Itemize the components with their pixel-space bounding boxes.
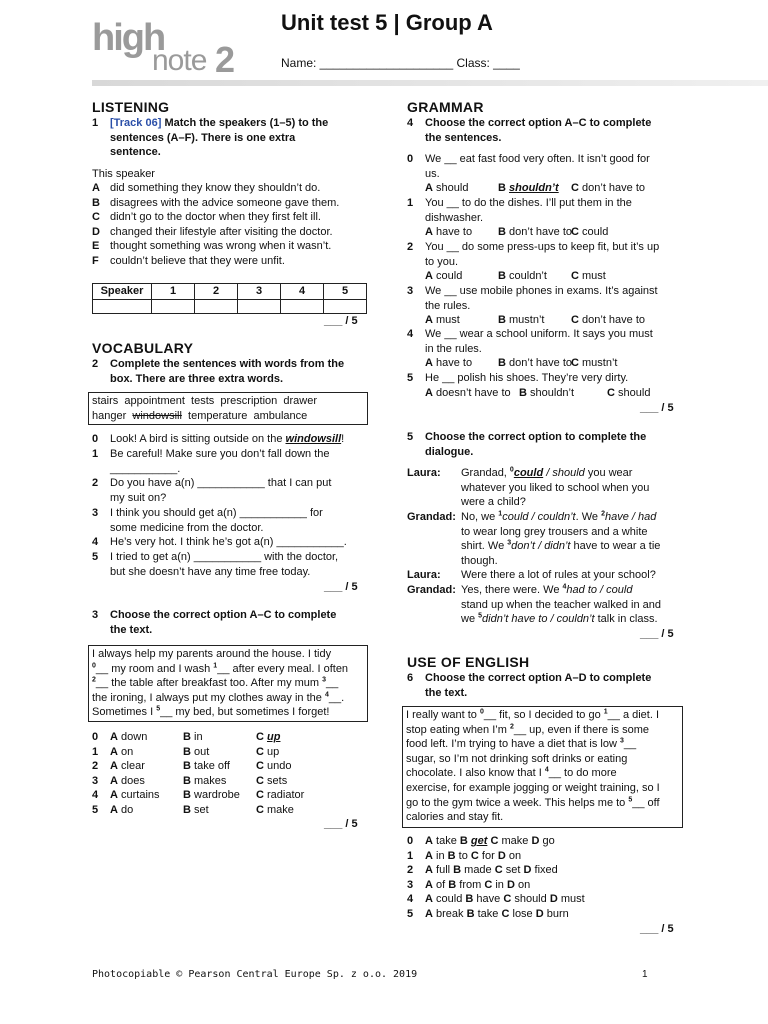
- speaker-table-header: 1: [152, 284, 195, 300]
- speaker-table-cell: [238, 299, 281, 313]
- q5-score: ___ / 5: [640, 628, 674, 640]
- speaker-table-cell: [93, 299, 152, 313]
- speaker-table: [92, 283, 367, 314]
- use-of-english-heading: USE OF ENGLISH: [407, 654, 530, 670]
- vocab-item: 4 He’s very hot. I think he’s got a(n) ___________.: [92, 536, 347, 548]
- footer-copyright: Photocopiable © Pearson Central Europe Sp. z o.o. 2019: [92, 969, 418, 980]
- speaker-table-cell: [281, 299, 324, 313]
- vocab-score: ___ / 5: [324, 581, 358, 593]
- listening-lead: This speaker: [92, 168, 155, 180]
- q6-instruction: 6 Choose the correct option A–D to complete the text.: [407, 672, 652, 699]
- name-class-line: Name: ____________________ Class: ____: [281, 56, 520, 70]
- speaker-table-header: Speaker: [93, 284, 152, 300]
- q5-instruction: 5 Choose the correct option to complete the dialogue.: [407, 431, 647, 458]
- speaker-table-header: 4: [281, 284, 324, 300]
- q6-score: ___ / 5: [640, 923, 674, 935]
- vocabulary-instruction: 2 Complete the sentences with words from the box. There are three extra words.: [92, 358, 345, 385]
- vocab-item: 1 Be careful! Make sure you don’t fall down the ___________.: [92, 448, 330, 475]
- header-divider: [92, 80, 768, 86]
- high-note-logo: high note 2: [92, 17, 236, 80]
- page-title: Unit test 5 | Group A: [281, 10, 493, 35]
- word-box: stairs appointment tests prescription drawer hanger windowsill temperature ambulance: [88, 392, 368, 425]
- speaker-table-cell: [324, 299, 367, 313]
- listening-heading: LISTENING: [92, 99, 170, 115]
- speaker-table-cell: [195, 299, 238, 313]
- grammar-heading: GRAMMAR: [407, 99, 484, 115]
- vocab-item: 5 I tried to get a(n) ___________ with the doctor, but she doesn’t have any time free today.: [92, 551, 339, 578]
- q3-instruction: 3 Choose the correct option A–C to complete the text.: [92, 609, 337, 636]
- grammar-instruction: 4 Choose the correct option A–C to complete the sentences.: [407, 117, 652, 144]
- q3-text-box: I always help my parents around the house. I tidy $^0$__ my room and I wash $^1$__ after every meal. I often $^2$__ the table after breakfast too. After my mum $^3$__ the ironing, I always put my clothes away in the $^4$__. Sometimes I $^5$__ my bed, but sometimes I forget!: [88, 645, 368, 722]
- vocab-item: 3 I think you should get a(n) ___________ for some medicine from the doctor.: [92, 507, 323, 534]
- listening-score: ___ / 5: [324, 315, 358, 327]
- vocab-item: 0 Look! A bird is sitting outside on the windowsill!: [92, 433, 345, 445]
- vocab-item: 2 Do you have a(n) ___________ that I can put my suit on?: [92, 477, 332, 504]
- page-number: 1: [642, 969, 648, 980]
- vocabulary-heading: VOCABULARY: [92, 340, 194, 356]
- grammar-score: ___ / 5: [640, 402, 674, 414]
- speaker-table-header: 3: [238, 284, 281, 300]
- speaker-table-header: 5: [324, 284, 367, 300]
- listening-instruction: 1 [Track 06] Match the speakers (1–5) to the sentences (A–F). There is one extra sentence.: [92, 117, 329, 159]
- speaker-table-cell: [152, 299, 195, 313]
- q3-score: ___ / 5: [324, 818, 358, 830]
- speaker-table-header: 2: [195, 284, 238, 300]
- q6-text-box: I really want to $^0$__ fit, so I decided to go $^1$__ a diet. I stop eating when I’m $^2$__ up, even if there is some food left. I’m trying to have a diet that is low $^3$__ sugar, so I’m not drinking soft drinks or eating chocolate. I also know that I $^4$__ to do more exercise, for example jogging or weight training, so I go to the gym twice a week. This helps me to $^5$__ off calories and stay fit.: [402, 706, 683, 828]
